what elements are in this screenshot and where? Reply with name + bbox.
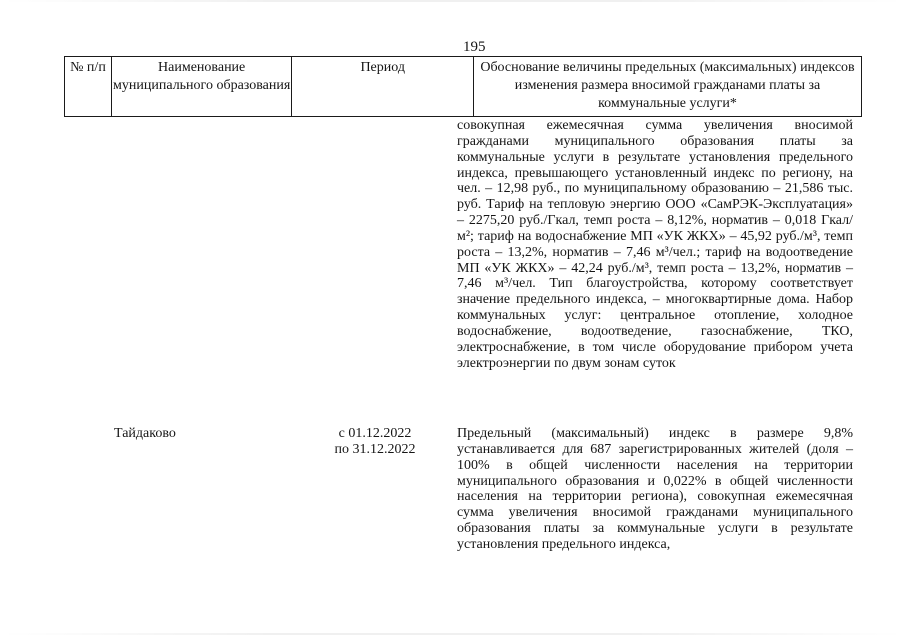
table-header (64, 56, 862, 117)
scan-top-edge (0, 0, 905, 2)
row-period-from: с 01.12.2022 (338, 426, 412, 441)
header-col-municipality: Наименование муниципального образования (112, 57, 293, 116)
row-period (326, 426, 424, 458)
row-basis-text (457, 426, 853, 553)
header-col-period: Период (292, 57, 474, 116)
header-col-number: № п/п (65, 57, 112, 116)
continuation-paragraph: совокупная ежемесячная сумма увеличения вносимой гражданами муниципального образования платы за коммунальные услуги в результате установления предельного индекса, превышающего установленный индекс по региону, на чел. – 12,98 руб., по муниципальному образованию – 21,586 тыс. руб. Тариф на тепловую энергию ООО «СамРЭК-Эксплуатация» – 2275,20 руб./Гкал, темп роста – 8,12%, норматив – 0,018 Гкал/м²; тариф на водоснабжение МП «УК ЖКХ» – 45,92 руб./м³, темп роста – 13,2%, норматив – 7,46 м³/чел.; тариф на водоотведение МП «УК ЖКХ» – 42,24 руб./м³, темп роста – 13,2%, норматив – 7,46 м³/чел. Тип благоустройства, которому соответствует значение предельного индекса, – многоквартирные дома. Набор коммунальных услуг: центральное отопление, холодное водоснабжение, водоотведение, газоснабжение, ТКО, электроснабжение, в том числе оборудование прибором учета электроэнергии по двум зонам суток (457, 118, 853, 371)
continuation-text (457, 118, 853, 372)
row-period-to: по 31.12.2022 (334, 442, 416, 457)
header-col-basis: Обоснование величины предельных (максимальных) индексов изменения размера вносимой гражданами платы за коммунальные услуги* (480, 60, 855, 111)
page-number: 195 (463, 39, 486, 55)
row-municipality-name: Тайдаково (114, 426, 176, 441)
row-basis-paragraph: Предельный (максимальный) индекс в размере 9,8% устанавливается для 687 зарегистрированных жителей (доля – 100% в общей численности населения на территории муниципального образования и 0,022% в общей численности населения на территории региона), совокупная ежемесячная сумма увеличения вносимой гражданами муниципального образования платы за коммунальные услуги в результате установления предельного индекса, (457, 426, 853, 552)
